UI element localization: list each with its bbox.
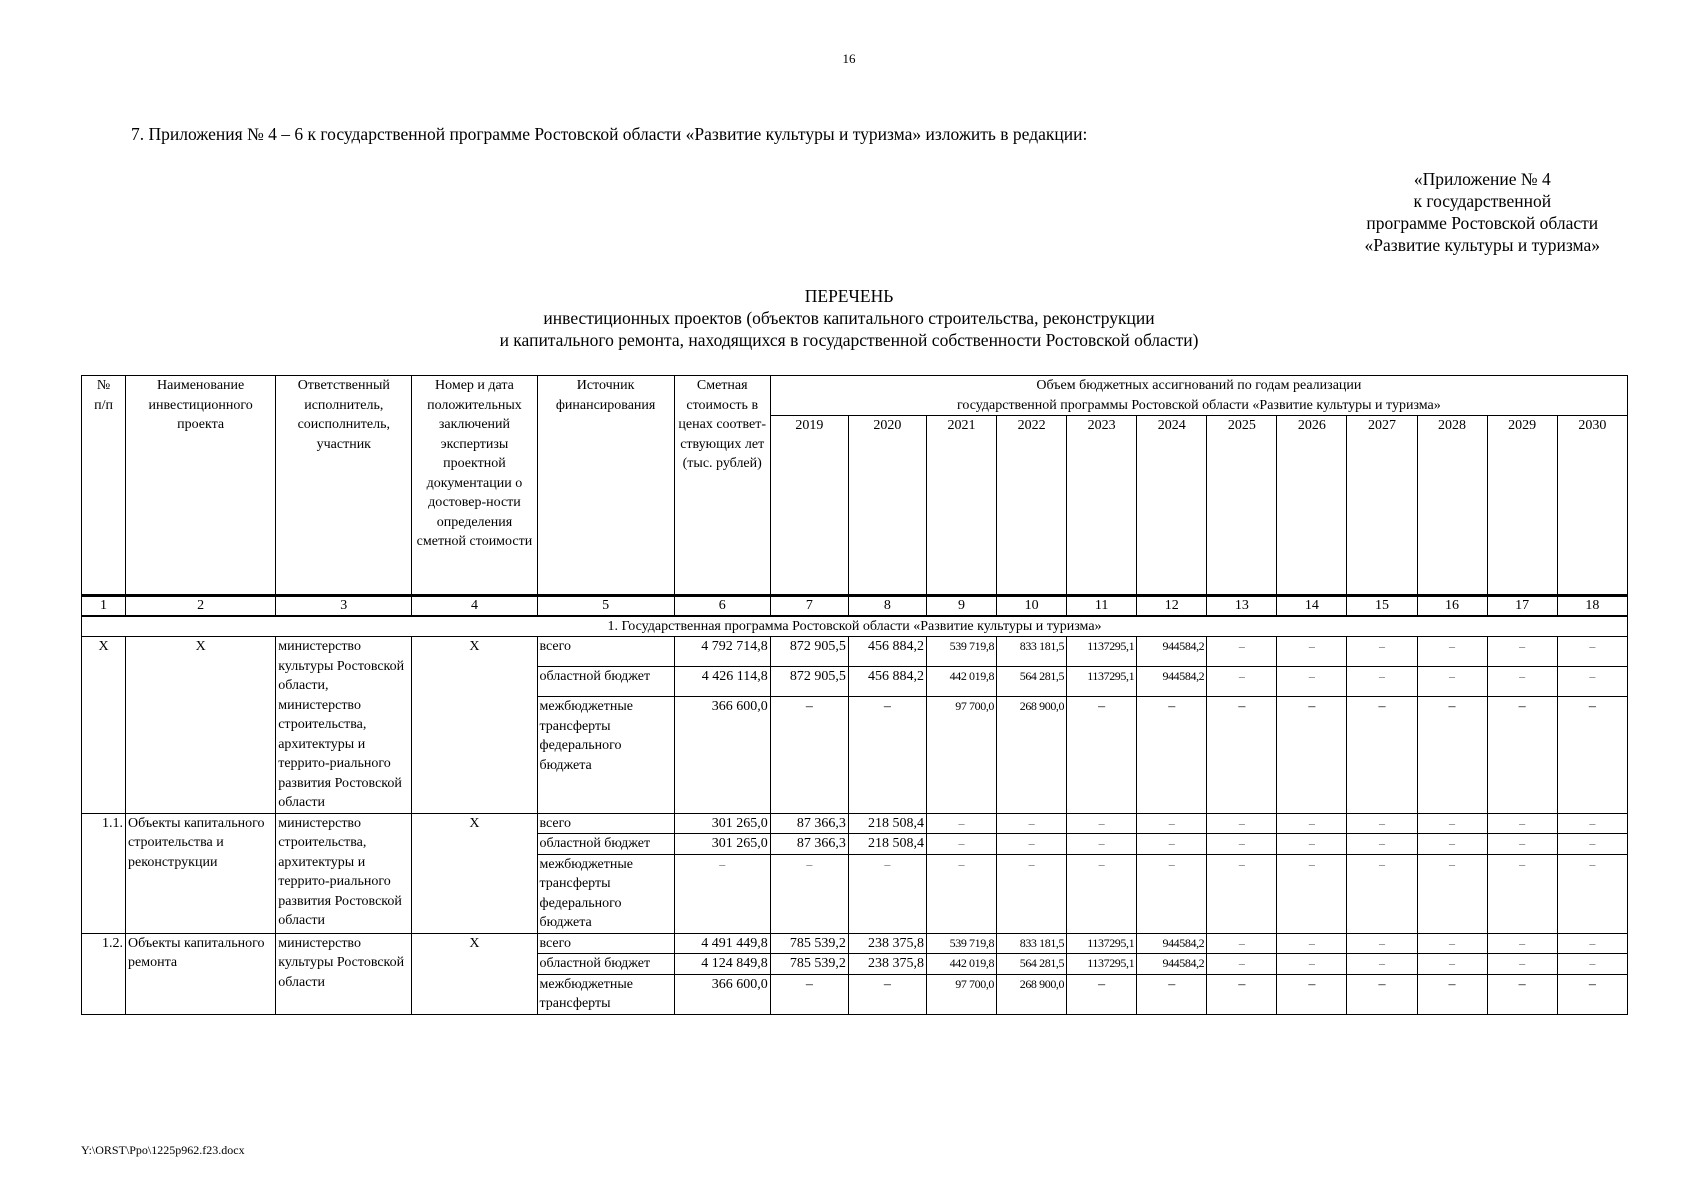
estimated-cost: 366 600,0: [674, 974, 770, 1014]
appendix-line: к государственной: [1413, 191, 1552, 211]
budget-value-cell: 442 019,8: [926, 667, 996, 697]
column-number-cell: 17: [1487, 596, 1557, 617]
budget-value-cell: –: [1487, 637, 1557, 667]
budget-value-cell: –: [1417, 813, 1487, 834]
budget-value-cell: –: [1207, 667, 1277, 697]
budget-value-cell: 97 700,0: [926, 974, 996, 1014]
header-num-line: п/п: [94, 397, 113, 413]
budget-value-cell: –: [1347, 974, 1417, 1014]
column-number-cell: 4: [412, 596, 537, 617]
budget-value-cell: –: [1067, 974, 1137, 1014]
budget-value-cell: –: [1557, 813, 1627, 834]
project-name: Объекты капитального строительства и реконструкции: [126, 813, 276, 933]
budget-value-cell: 218 508,4: [848, 834, 926, 855]
budget-value-cell: –: [848, 974, 926, 1014]
budget-value-cell: –: [1557, 854, 1627, 933]
table-row: [82, 637, 1628, 667]
budget-value-cell: 539 719,8: [926, 933, 996, 954]
table-row: [82, 933, 1628, 954]
budget-value-cell: –: [1347, 834, 1417, 855]
budget-value-cell: –: [1347, 933, 1417, 954]
budget-value-cell: –: [1207, 697, 1277, 813]
column-number-cell: 16: [1417, 596, 1487, 617]
budget-value-cell: –: [1137, 697, 1207, 813]
budget-value-cell: –: [1417, 933, 1487, 954]
budget-value-cell: –: [1417, 697, 1487, 813]
budget-value-cell: –: [1417, 854, 1487, 933]
budget-value-cell: –: [1347, 954, 1417, 975]
funding-source: межбюджетные трансферты: [537, 974, 674, 1014]
budget-value-cell: –: [1207, 974, 1277, 1014]
budget-value-cell: –: [1557, 667, 1627, 697]
budget-value-cell: –: [926, 854, 996, 933]
executor: министерство культуры Ростовской области: [276, 933, 412, 1014]
budget-value-cell: –: [1277, 667, 1347, 697]
budget-value-cell: 944584,2: [1137, 933, 1207, 954]
budget-value-cell: –: [1067, 813, 1137, 834]
appendix-line: «Развитие культуры и туризма»: [1364, 235, 1600, 255]
title-line: и капитального ремонта, находящихся в государственной собственности Ростовской области): [499, 330, 1199, 350]
estimated-cost: 4 792 714,8: [674, 637, 770, 667]
estimated-cost: –: [674, 854, 770, 933]
section-row: [82, 616, 1628, 637]
budget-value-cell: –: [1417, 974, 1487, 1014]
budget-value-cell: –: [1557, 933, 1627, 954]
header-expertise: Номер и дата положительных заключений экспертизы проектной документации о достовер-ности определения сметной стоимости: [412, 376, 537, 596]
budget-value-cell: 833 181,5: [997, 933, 1067, 954]
budget-value-cell: –: [926, 813, 996, 834]
budget-value-cell: –: [1557, 834, 1627, 855]
budget-value-cell: –: [1417, 667, 1487, 697]
title-line: ПЕРЕЧЕНЬ: [804, 286, 894, 306]
budget-value-cell: 268 900,0: [997, 974, 1067, 1014]
header-estimated-cost: Сметная стоимость в ценах соответ-ствующих лет (тыс. рублей): [674, 376, 770, 596]
column-number-cell: 13: [1207, 596, 1277, 617]
project-name: Х: [126, 637, 276, 814]
budget-value-cell: 872 905,5: [770, 637, 848, 667]
appendix-heading: [1365, 168, 1600, 256]
column-number-cell: 2: [126, 596, 276, 617]
section-title: 1. Государственная программа Ростовской области «Развитие культуры и туризма»: [82, 616, 1628, 637]
footer-file-path: Y:\ORST\Ppo\1225p962.f23.docx: [81, 1143, 245, 1157]
year-header-cell: 2028: [1417, 416, 1487, 596]
budget-value-cell: 564 281,5: [997, 667, 1067, 697]
expertise-conclusion: Х: [412, 813, 537, 933]
budget-value-cell: –: [1417, 637, 1487, 667]
budget-value-cell: –: [1347, 667, 1417, 697]
budget-value-cell: –: [1487, 933, 1557, 954]
year-header-cell: 2030: [1557, 416, 1627, 596]
header-funding-source: Источник финансирования: [537, 376, 674, 596]
budget-value-cell: –: [1487, 954, 1557, 975]
budget-value-cell: –: [1067, 697, 1137, 813]
budget-value-cell: 238 375,8: [848, 954, 926, 975]
budget-value-cell: 833 181,5: [997, 637, 1067, 667]
budget-value-cell: –: [926, 834, 996, 855]
budget-value-cell: –: [1207, 933, 1277, 954]
budget-value-cell: –: [1137, 813, 1207, 834]
budget-value-cell: 238 375,8: [848, 933, 926, 954]
funding-source: всего: [537, 933, 674, 954]
executor: министерство строительства, архитектуры и террито-риального развития Ростовской области: [276, 813, 412, 933]
header-budget-volume-line: Объем бюджетных ассигнований по годам реализации: [1036, 378, 1362, 393]
budget-value-cell: 944584,2: [1137, 667, 1207, 697]
budget-value-cell: 944584,2: [1137, 637, 1207, 667]
year-header-cell: 2029: [1487, 416, 1557, 596]
budget-value-cell: 268 900,0: [997, 697, 1067, 813]
header-project-name: Наименование инвестиционного проекта: [126, 376, 276, 596]
budget-value-cell: 539 719,8: [926, 637, 996, 667]
budget-value-cell: 785 539,2: [770, 954, 848, 975]
column-number-cell: 9: [926, 596, 996, 617]
budget-value-cell: 87 366,3: [770, 834, 848, 855]
title-line: инвестиционных проектов (объектов капитального строительства, реконструкции: [543, 308, 1155, 328]
budget-value-cell: 97 700,0: [926, 697, 996, 813]
budget-value-cell: –: [1207, 834, 1277, 855]
budget-value-cell: –: [1207, 813, 1277, 834]
column-number-cell: 7: [770, 596, 848, 617]
table-row: [82, 813, 1628, 834]
budget-value-cell: –: [1347, 813, 1417, 834]
budget-value-cell: –: [997, 854, 1067, 933]
funding-source: всего: [537, 813, 674, 834]
project-name: Объекты капитального ремонта: [126, 933, 276, 1014]
budget-value-cell: –: [1067, 854, 1137, 933]
funding-source: межбюджетные трансферты федерального бюджета: [537, 854, 674, 933]
column-number-cell: 18: [1557, 596, 1627, 617]
budget-value-cell: –: [1487, 974, 1557, 1014]
funding-source: областной бюджет: [537, 834, 674, 855]
budget-value-cell: –: [1487, 667, 1557, 697]
intro-paragraph: 7. Приложения № 4 – 6 к государственной программе Ростовской области «Развитие культуры и туризма» изложить в редакции:: [131, 124, 1088, 144]
expertise-conclusion: Х: [412, 933, 537, 1014]
budget-value-cell: –: [848, 854, 926, 933]
year-header-cell: 2023: [1067, 416, 1137, 596]
page-number: 16: [842, 51, 856, 66]
column-number-cell: 11: [1067, 596, 1137, 617]
year-header-cell: 2024: [1137, 416, 1207, 596]
budget-value-cell: –: [1417, 954, 1487, 975]
estimated-cost: 301 265,0: [674, 813, 770, 834]
budget-value-cell: –: [1277, 854, 1347, 933]
column-number-cell: 6: [674, 596, 770, 617]
budget-value-cell: –: [770, 697, 848, 813]
column-number-cell: 12: [1137, 596, 1207, 617]
budget-value-cell: –: [1137, 854, 1207, 933]
budget-value-cell: –: [1137, 834, 1207, 855]
budget-value-cell: –: [1487, 854, 1557, 933]
budget-value-cell: –: [770, 854, 848, 933]
funding-source: всего: [537, 637, 674, 667]
budget-value-cell: 564 281,5: [997, 954, 1067, 975]
column-number-cell: 10: [997, 596, 1067, 617]
funding-source: областной бюджет: [537, 954, 674, 975]
budget-value-cell: –: [1277, 637, 1347, 667]
header-num: [82, 376, 126, 596]
row-number: Х: [82, 637, 126, 814]
budget-value-cell: 785 539,2: [770, 933, 848, 954]
budget-value-cell: 1137295,1: [1067, 954, 1137, 975]
estimated-cost: 4 491 449,8: [674, 933, 770, 954]
budget-value-cell: –: [1557, 974, 1627, 1014]
investment-projects-table: [81, 375, 1628, 1015]
budget-value-cell: –: [1207, 954, 1277, 975]
budget-value-cell: –: [1347, 637, 1417, 667]
budget-value-cell: 1137295,1: [1067, 667, 1137, 697]
estimated-cost: 4 124 849,8: [674, 954, 770, 975]
budget-value-cell: –: [1347, 697, 1417, 813]
budget-value-cell: 872 905,5: [770, 667, 848, 697]
budget-value-cell: –: [1277, 933, 1347, 954]
budget-value-cell: –: [1557, 697, 1627, 813]
budget-value-cell: –: [1347, 854, 1417, 933]
executor: министерство культуры Ростовской области, министерство строительства, архитектуры и террито-риального развития Ростовской области: [276, 637, 412, 814]
year-header-cell: 2026: [1277, 416, 1347, 596]
budget-value-cell: 442 019,8: [926, 954, 996, 975]
column-number-cell: 3: [276, 596, 412, 617]
year-header-cell: 2021: [926, 416, 996, 596]
appendix-line: программе Ростовской области: [1366, 213, 1599, 233]
column-number-cell: 5: [537, 596, 674, 617]
budget-value-cell: –: [1207, 637, 1277, 667]
budget-value-cell: 1137295,1: [1067, 637, 1137, 667]
header-executor: Ответственный исполнитель, соисполнитель, участник: [276, 376, 412, 596]
column-number-cell: 15: [1347, 596, 1417, 617]
column-number-row: [82, 596, 1628, 617]
appendix-line: «Приложение № 4: [1413, 169, 1551, 189]
budget-value-cell: –: [1277, 813, 1347, 834]
budget-value-cell: 218 508,4: [848, 813, 926, 834]
year-header-cell: 2025: [1207, 416, 1277, 596]
budget-value-cell: 456 884,2: [848, 667, 926, 697]
header-row: [82, 376, 1628, 416]
budget-value-cell: –: [1137, 974, 1207, 1014]
budget-value-cell: –: [848, 697, 926, 813]
expertise-conclusion: Х: [412, 637, 537, 814]
budget-value-cell: –: [1277, 974, 1347, 1014]
budget-value-cell: –: [1207, 854, 1277, 933]
funding-source: межбюджетные трансферты федерального бюджета: [537, 697, 674, 813]
budget-value-cell: –: [1277, 954, 1347, 975]
budget-value-cell: –: [1277, 834, 1347, 855]
estimated-cost: 301 265,0: [674, 834, 770, 855]
budget-value-cell: –: [997, 813, 1067, 834]
budget-value-cell: 1137295,1: [1067, 933, 1137, 954]
budget-value-cell: –: [1487, 697, 1557, 813]
budget-value-cell: –: [1487, 813, 1557, 834]
header-budget-volume-line: государственной программы Ростовской области «Развитие культуры и туризма»: [957, 397, 1441, 413]
budget-value-cell: –: [1487, 834, 1557, 855]
year-header-cell: 2019: [770, 416, 848, 596]
row-number: 1.2.: [82, 933, 126, 1014]
year-header-cell: 2020: [848, 416, 926, 596]
document-title: [0, 285, 1698, 351]
budget-value-cell: –: [770, 974, 848, 1014]
column-number-cell: 1: [82, 596, 126, 617]
estimated-cost: 4 426 114,8: [674, 667, 770, 697]
budget-value-cell: –: [1417, 834, 1487, 855]
column-number-cell: 14: [1277, 596, 1347, 617]
estimated-cost: 366 600,0: [674, 697, 770, 813]
column-number-cell: 8: [848, 596, 926, 617]
budget-value-cell: –: [1067, 834, 1137, 855]
budget-value-cell: 87 366,3: [770, 813, 848, 834]
funding-source: областной бюджет: [537, 667, 674, 697]
budget-value-cell: 944584,2: [1137, 954, 1207, 975]
year-header-cell: 2027: [1347, 416, 1417, 596]
budget-value-cell: 456 884,2: [848, 637, 926, 667]
budget-value-cell: –: [997, 834, 1067, 855]
budget-value-cell: –: [1277, 697, 1347, 813]
year-header-cell: 2022: [997, 416, 1067, 596]
row-number: 1.1.: [82, 813, 126, 933]
header-num-line: №: [96, 378, 111, 393]
budget-value-cell: –: [1557, 637, 1627, 667]
budget-value-cell: –: [1557, 954, 1627, 975]
header-budget-volume: [770, 376, 1627, 416]
